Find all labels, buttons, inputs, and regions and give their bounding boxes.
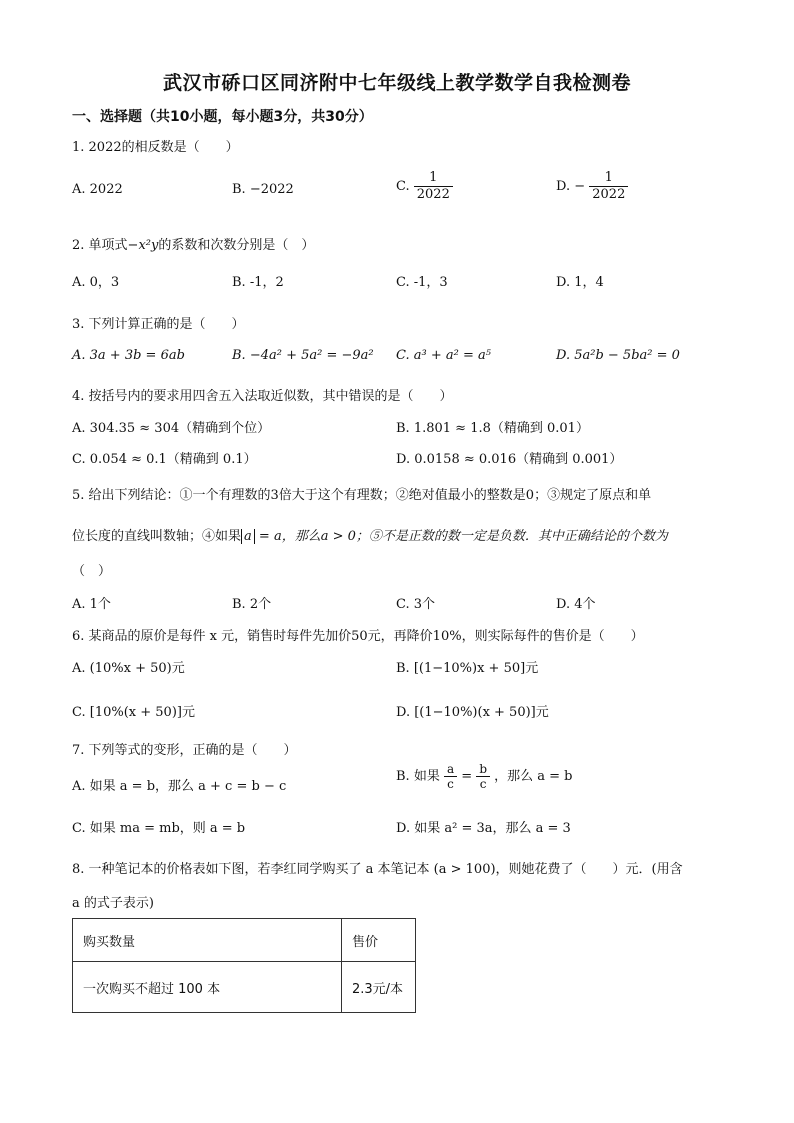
question-5-line-2 bbox=[72, 525, 668, 544]
price-table bbox=[72, 918, 416, 1013]
q2-option-c: C. -1，3 bbox=[396, 275, 448, 290]
question-6-stem: 6. 某商品的原价是每件 x 元，销售时每件先加价50元，再降价10%，则实际每件的售价是（ ） bbox=[72, 629, 644, 644]
fraction-denominator: 2022 bbox=[592, 187, 626, 202]
fraction-numerator: b bbox=[476, 762, 490, 777]
fraction-numerator: 1 bbox=[414, 170, 453, 187]
q2-monomial: −x²y bbox=[127, 238, 159, 253]
q7-option-d: D. 如果 a² = 3a，那么 a = 3 bbox=[396, 821, 571, 836]
q5-option-a: A. 1个 bbox=[72, 597, 111, 612]
q7-fraction-a-over-c bbox=[444, 762, 457, 791]
question-2-stem bbox=[72, 234, 314, 253]
q2-option-b: B. -1，2 bbox=[232, 275, 284, 290]
q7-option-c: C. 如果 ma = mb，则 a = b bbox=[72, 821, 246, 836]
q3-option-a: A. 3a + 3b = 6ab bbox=[72, 348, 185, 363]
q6-option-c: C. [10%(x + 50)]元 bbox=[72, 705, 195, 720]
q1-option-c-label: C. bbox=[396, 179, 410, 194]
question-4-stem: 4. 按括号内的要求用四舍五入法取近似数，其中错误的是（ ） bbox=[72, 389, 453, 404]
q6-option-d: D. [(1−10%)(x + 50)]元 bbox=[396, 705, 549, 720]
q4-option-b: B. 1.801 ≈ 1.8（精确到 0.01） bbox=[396, 421, 589, 436]
section-heading: 一、选择题（共10小题，每小题3分，共30分） bbox=[72, 109, 373, 125]
q6-option-b: B. [(1−10%)x + 50]元 bbox=[396, 661, 539, 676]
q5-option-b: B. 2个 bbox=[232, 597, 272, 612]
q7-option-b bbox=[396, 762, 573, 791]
cell-quantity: 一次购买不超过 100 本 bbox=[73, 962, 342, 1013]
q2-option-a: A. 0，3 bbox=[72, 275, 120, 290]
q1-option-c-fraction bbox=[414, 170, 453, 203]
q5-option-c: C. 3个 bbox=[396, 597, 436, 612]
q3-option-d: D. 5a²b − 5ba² = 0 bbox=[556, 348, 680, 363]
equals-sign: = bbox=[461, 769, 473, 784]
q1-option-d-label: D. − bbox=[556, 179, 586, 194]
q7-option-b-tail: ，那么 a = b bbox=[494, 769, 573, 784]
question-5-line-1: 5. 给出下列结论：①一个有理数的3倍大于这个有理数；②绝对值最小的整数是0；③规定了原点和单 bbox=[72, 488, 652, 503]
fraction-denominator: c bbox=[479, 777, 487, 791]
q7-option-b-label: B. 如果 bbox=[396, 769, 440, 784]
q1-option-d bbox=[556, 170, 628, 203]
question-8-line-2: a 的式子表示) bbox=[72, 896, 154, 911]
header-price: 售价 bbox=[342, 919, 416, 962]
q4-option-a: A. 304.35 ≈ 304（精确到个位） bbox=[72, 421, 271, 436]
q6-option-a: A. (10%x + 50)元 bbox=[72, 661, 185, 676]
fraction-numerator: a bbox=[444, 762, 457, 777]
q1-option-c bbox=[396, 170, 453, 203]
q4-option-d: D. 0.0158 ≈ 0.016（精确到 0.001） bbox=[396, 452, 623, 467]
q5-line2-start: 位长度的直线叫数轴；④如果 bbox=[72, 529, 242, 544]
q7-fraction-b-over-c bbox=[476, 762, 490, 791]
q1-option-a: A. 2022 bbox=[72, 182, 123, 197]
q3-option-c: C. a³ + a² = a⁵ bbox=[396, 348, 491, 363]
q7-option-a: A. 如果 a = b，那么 a + c = b − c bbox=[72, 779, 287, 794]
fraction-denominator: 2022 bbox=[416, 187, 450, 202]
cell-price: 2.3元/本 bbox=[342, 962, 416, 1013]
q5-line2-end: = a，那么a > 0；⑤不是正数的数一定是负数．其中正确结论的个数为 bbox=[254, 529, 668, 544]
question-5-line-3: （ ） bbox=[72, 564, 112, 579]
q3-option-b: B. −4a² + 5a² = −9a² bbox=[232, 348, 374, 363]
exam-title: 武汉市硚口区同济附中七年级线上教学数学自我检测卷 bbox=[162, 72, 631, 94]
q2-stem-start: 2. 单项式 bbox=[72, 238, 128, 253]
question-7-stem: 7. 下列等式的变形，正确的是（ ） bbox=[72, 743, 297, 758]
question-8-line-1: 8. 一种笔记本的价格表如下图，若李红同学购买了 a 本笔记本 (a > 100)，则她花费了（ ）元．(用含 bbox=[72, 862, 683, 877]
question-3-stem: 3. 下列计算正确的是（ ） bbox=[72, 317, 245, 332]
header-quantity: 购买数量 bbox=[73, 919, 342, 962]
fraction-numerator: 1 bbox=[589, 170, 628, 187]
table-header-row bbox=[73, 919, 416, 962]
q1-option-d-fraction bbox=[589, 170, 628, 203]
question-1-stem: 1. 2022的相反数是（ ） bbox=[72, 140, 239, 155]
q2-stem-end: 的系数和次数分别是（ ） bbox=[158, 238, 315, 253]
q1-option-b: B. −2022 bbox=[232, 182, 294, 197]
q4-option-c: C. 0.054 ≈ 0.1（精确到 0.1） bbox=[72, 452, 257, 467]
fraction-denominator: c bbox=[447, 777, 454, 791]
q5-absolute-value: a bbox=[241, 529, 255, 544]
table-row bbox=[73, 962, 416, 1013]
q5-option-d: D. 4个 bbox=[556, 597, 596, 612]
q2-option-d: D. 1，4 bbox=[556, 275, 604, 290]
